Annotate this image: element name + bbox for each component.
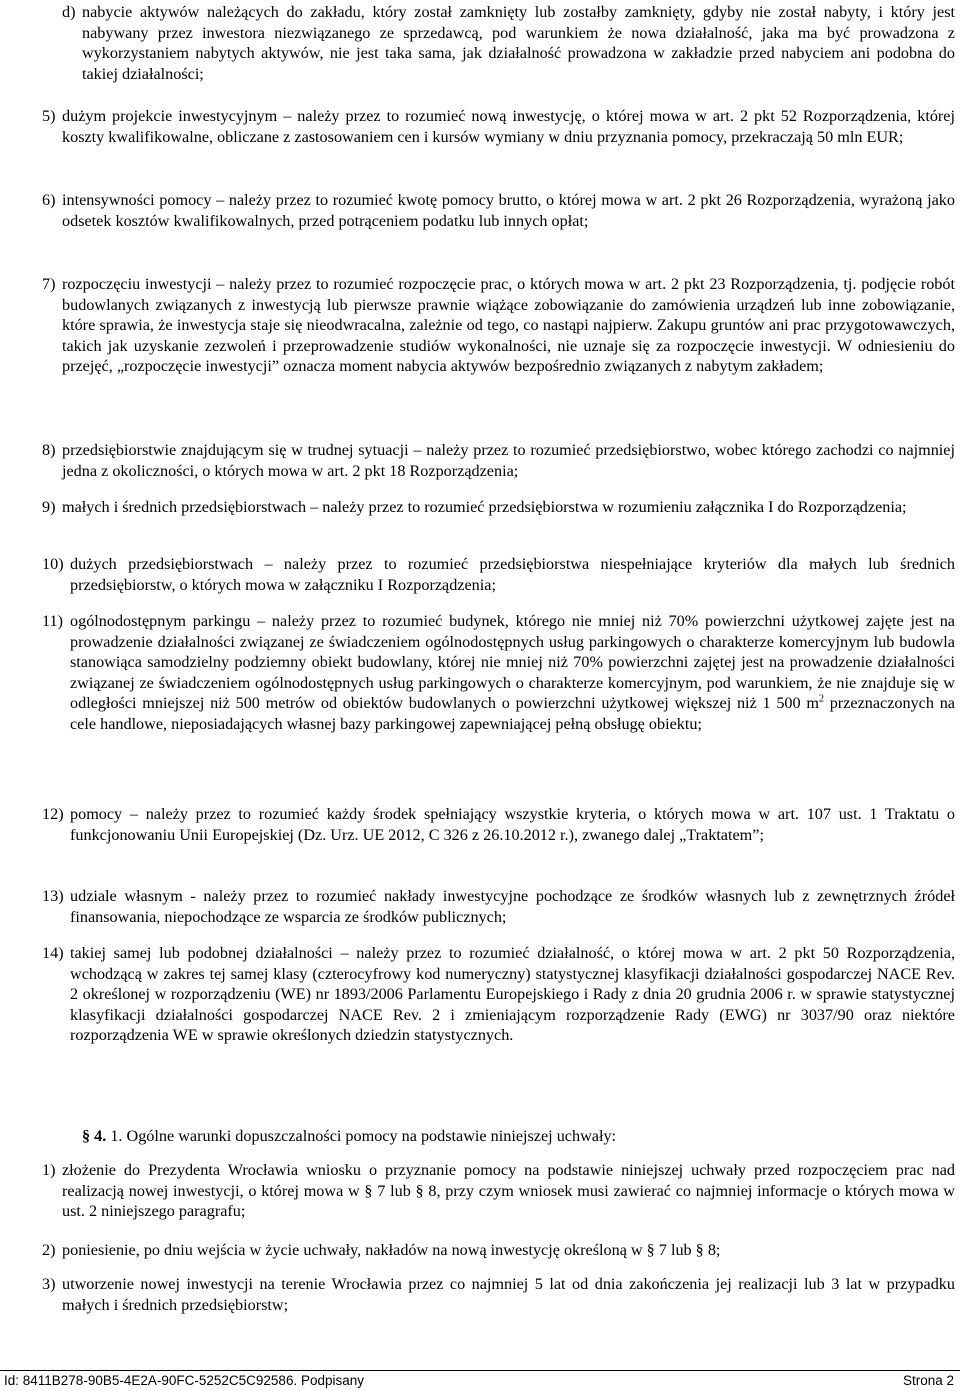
- definition-item-8: [42, 440, 955, 481]
- item-number: 8): [42, 441, 56, 459]
- item-text-part: ogólnodostępnym parkingu – należy przez to rozumieć budynek, którego nie mniej niż 70% powierzchni użytkowej zajęte jest na prowadzenie działalności związanej ze świadczeniem ogólnodostępnych usług parkingowych o charakterze komercyjnym lub budowla stanowiąca samodzielny podziemny obiekt budowlany, której nie mniej niż 70% powierzchni zajętej jest na prowadzenie działalności związanej ze świadczeniem ogólnodostępnych usług parkingowych o charakterze komercyjnym, pod warunkiem, że nie znajduje się w odległości mniejszej niż 500 metrów od obiektów budowlanych o powierzchni użytkowej większej niż 1 500 m: [70, 612, 955, 713]
- item-text: rozpoczęciu inwestycji – należy przez to rozumieć rozpoczęcie prac, o których mowa w art. 2 pkt 23 Rozporządzenia, tj. podjęcie robót budowlanych związanych z inwestycją lub pierwsze prawnie wiążące zobowiązanie do zamówienia urządzeń lub inne zobowiązanie, które sprawia, że inwestycja staje się nieodwracalna, zależnie od tego, co nastąpi najpierw. Zakupu gruntów ani prac przygotowawczych, takich jak uzyskanie zezwoleń i przeprowadzenie studiów wykonalności, nie uznaje się za rozpoczęcie inwestycji. W odniesieniu do przejęć, „rozpoczęcie inwestycji” oznacza moment nabycia aktywów bezpośrednio związanych z nabytym zakładem;: [62, 275, 955, 376]
- definition-item-7: [42, 274, 955, 377]
- item-text: poniesienie, po dniu wejścia w życie uchwały, nakładów na nową inwestycję określoną w § 7 lub § 8;: [62, 1241, 721, 1259]
- section-text: 1. Ogólne warunki dopuszczalności pomocy na podstawie niniejszej uchwały:: [110, 1127, 617, 1145]
- page-footer: [0, 1370, 960, 1391]
- definition-item-5: [42, 106, 955, 147]
- item-text: takiej samej lub podobnej działalności – należy przez to rozumieć działalność, o której mowa w art. 2 pkt 50 Rozporządzenia, wchodzącą w zakres tej samej klasy (czterocyfrowy kod numeryczny) statystycznej klasyfikacji działalności gospodarczej NACE Rev. 2 określonej w rozporządzeniu (WE) nr 1893/2006 Parlamentu Europejskiego i Rady z dnia 20 grudnia 2006 r. w sprawie statystycznej klasyfikacji działalności gospodarczej NACE Rev. 2 i zmieniającym rozporządzenie Rady (EWG) nr 3037/90 oraz niektóre rozporządzenia WE w sprawie określonych dziedzin statystycznych.: [70, 944, 955, 1045]
- item-number: 7): [42, 275, 56, 293]
- item-number: 6): [42, 191, 56, 209]
- definition-item-d: [62, 2, 955, 84]
- definition-item-14: [42, 943, 955, 1046]
- item-number: 13): [42, 887, 64, 905]
- item-text: dużym projekcie inwestycyjnym – należy przez to rozumieć nową inwestycję, o której mowa w art. 2 pkt 52 Rozporządzenia, której koszty kwalifikowalne, obliczane z zastosowaniem cen i kursów wymiany w dniu przyznania pomocy, przekraczają 50 mln EUR;: [62, 107, 955, 146]
- item-text: nabycie aktywów należących do zakładu, który został zamknięty lub zostałby zamknięty, gdyby nie został nabyty, i który jest nabywany przez inwestora niezwiązanego ze sprzedawcą, pod warunkiem że nowa działalność, jaka ma być prowadzona z wykorzystaniem nabytych aktywów, nie jest taka sama, jak działalność prowadzona w zakładzie przed nabyciem ani podobna do takiej działalności;: [82, 3, 955, 83]
- item-number: 12): [42, 805, 64, 823]
- item-text: [70, 611, 955, 735]
- item-text: utworzenie nowej inwestycji na terenie Wrocławia przez co najmniej 5 lat od dnia zakończenia jej realizacji lub 3 lat w przypadku małych i średnich przedsiębiorstw;: [62, 1275, 955, 1314]
- item-text: małych i średnich przedsiębiorstwach – należy przez to rozumieć przedsiębiorstwa w rozumieniu załącznika I do Rozporządzenia;: [62, 498, 907, 516]
- page-number: Strona 2: [902, 1373, 954, 1388]
- condition-item-3: [42, 1274, 955, 1315]
- item-text: przedsiębiorstwie znajdującym się w trudnej sytuacji – należy przez to rozumieć przedsiębiorstwo, wobec którego zachodzi co najmniej jedna z okoliczności, o których mowa w art. 2 pkt 18 Rozporządzenia;: [62, 441, 955, 480]
- item-text: intensywności pomocy – należy przez to rozumieć kwotę pomocy brutto, o której mowa w art. 2 pkt 26 Rozporządzenia, wyrażoną jako odsetek kosztów kwalifikowalnych, przed potrąceniem podatku lub innych opłat;: [62, 191, 955, 230]
- item-text: złożenie do Prezydenta Wrocławia wniosku o przyznanie pomocy na podstawie niniejszej uchwały przed rozpoczęciem prac nad realizacją nowej inwestycji, o której mowa w § 7 lub § 8, przy czym wniosek musi zawierać co najmniej informacje o których mowa w ust. 2 niniejszego paragrafu;: [62, 1161, 955, 1221]
- document-id: Id: 8411B278-90B5-4E2A-90FC-5252C5C92586. Podpisany: [4, 1373, 364, 1388]
- item-number: 2): [42, 1241, 56, 1259]
- item-text-part: przeznaczonych na cele handlowe, nieposiadających własnej bazy parkingowej zapewniającej pełną obsługę obiektu;: [70, 694, 955, 733]
- item-number: 11): [42, 612, 63, 630]
- definition-item-13: [42, 886, 955, 927]
- item-number: 5): [42, 107, 56, 125]
- item-number: 9): [42, 498, 56, 516]
- item-number: 1): [42, 1161, 56, 1179]
- condition-item-1: [42, 1160, 955, 1222]
- definition-item-6: [42, 190, 955, 231]
- section-4-heading: [82, 1126, 952, 1147]
- condition-item-2: [42, 1240, 955, 1261]
- item-text: dużych przedsiębiorstwach – należy przez to rozumieć przedsiębiorstwa niespełniające kryteriów dla małych lub średnich przedsiębiorstw, o których mowa w załączniku I Rozporządzenia;: [70, 555, 955, 594]
- definition-item-10: [42, 554, 955, 595]
- section-label: § 4.: [82, 1127, 107, 1145]
- definition-item-9: [42, 497, 955, 518]
- item-number: 10): [42, 555, 64, 573]
- superscript: 2: [818, 693, 824, 705]
- item-text: pomocy – należy przez to rozumieć każdy środek spełniający wszystkie kryteria, o których mowa w art. 107 ust. 1 Traktatu o funkcjonowaniu Unii Europejskiej (Dz. Urz. UE 2012, C 326 z 26.10.2012 r.), zwanego dalej „Traktatem”;: [70, 805, 955, 844]
- item-number: 14): [42, 944, 64, 962]
- item-text: udziale własnym - należy przez to rozumieć nakłady inwestycyjne pochodzące ze środków własnych lub z zewnętrznych źródeł finansowania, niepochodzące ze wsparcia ze środków publicznych;: [70, 887, 955, 926]
- item-number: d): [62, 3, 76, 21]
- definition-item-12: [42, 804, 955, 845]
- item-number: 3): [42, 1275, 56, 1293]
- definition-item-11: [42, 611, 955, 735]
